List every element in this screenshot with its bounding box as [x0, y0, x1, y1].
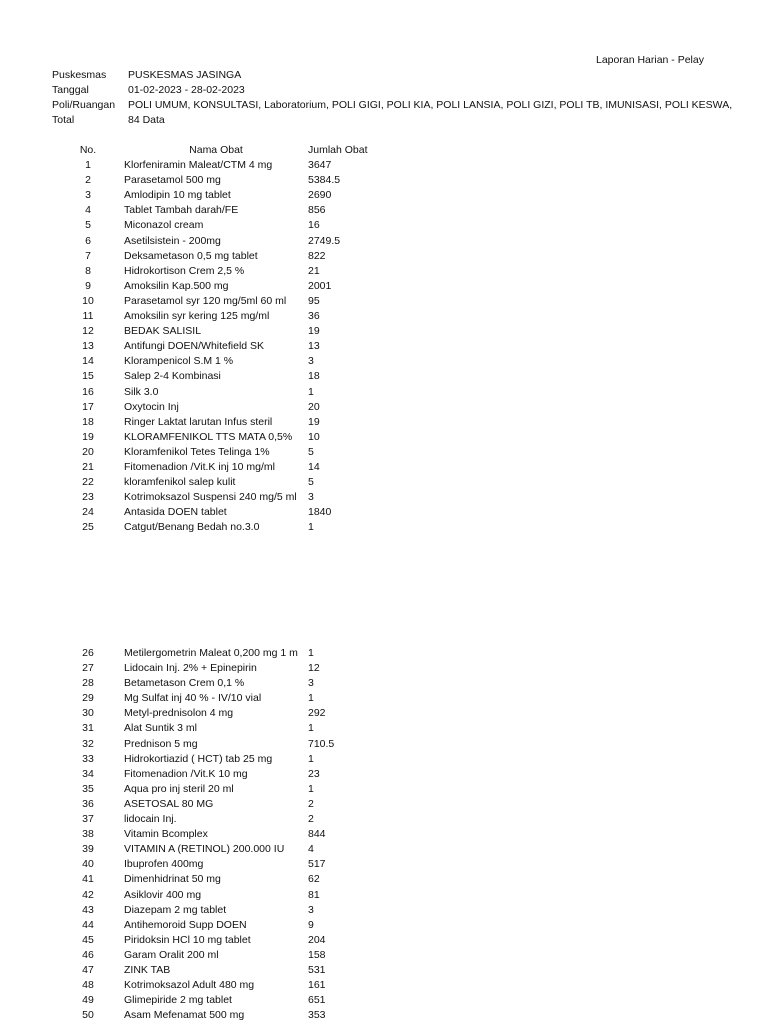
- row-no: 44: [82, 918, 94, 931]
- row-name: Lidocain Inj. 2% + Epinepirin: [124, 662, 257, 675]
- row-qty: 856: [308, 204, 326, 217]
- row-no: 25: [82, 521, 94, 534]
- table-row: [52, 842, 388, 857]
- row-qty: 2001: [308, 279, 332, 292]
- row-no: 38: [82, 828, 94, 841]
- row-no: 26: [82, 647, 94, 659]
- row-name: Amoksilin Kap.500 mg: [124, 279, 229, 292]
- table-header-row: [52, 143, 388, 158]
- table-row: [52, 752, 388, 767]
- table-row: [52, 264, 388, 279]
- row-name: Piridoksin HCl 10 mg tablet: [124, 933, 251, 946]
- table-row: [52, 963, 388, 978]
- table-row: [52, 520, 388, 535]
- table-row: [52, 234, 388, 249]
- row-name: Prednison 5 mg: [124, 737, 198, 750]
- meta-value: POLI UMUM, KONSULTASI, Laboratorium, POLI GIGI, POLI KIA, POLI LANSIA, POLI GIZI, POLI TB, IMUNISASI, POLI KESWA,: [128, 99, 733, 111]
- row-qty: 62: [308, 873, 320, 886]
- row-no: 29: [82, 692, 94, 705]
- row-no: 13: [82, 340, 94, 353]
- row-name: Aqua pro inj steril 20 ml: [124, 782, 234, 795]
- row-no: 1: [85, 159, 91, 172]
- row-no: 32: [82, 737, 94, 750]
- row-no: 22: [82, 476, 94, 489]
- table-row: [52, 661, 388, 676]
- meta-label: Total: [52, 114, 75, 126]
- table-row: [52, 415, 388, 430]
- table-row: [52, 827, 388, 842]
- row-no: 37: [82, 813, 94, 826]
- row-name: Klorfeniramin Maleat/CTM 4 mg: [124, 159, 273, 172]
- row-name: Amlodipin 10 mg tablet: [124, 189, 231, 202]
- table-row: [52, 339, 388, 354]
- row-no: 17: [82, 400, 94, 413]
- table-row: [52, 948, 388, 963]
- row-no: 19: [82, 430, 94, 443]
- table-row: [52, 475, 388, 490]
- table-row: [52, 978, 388, 993]
- row-no: 27: [82, 662, 94, 675]
- row-no: 4: [85, 204, 91, 217]
- table-row: [52, 188, 388, 203]
- row-qty: 204: [308, 933, 326, 946]
- row-no: 33: [82, 752, 94, 765]
- meta-value: 01-02-2023 - 28-02-2023: [128, 84, 245, 96]
- row-qty: 3: [308, 903, 314, 916]
- table-row: [52, 324, 388, 339]
- meta-row-puskesmas: [52, 68, 732, 83]
- meta-row-poli: [52, 98, 732, 113]
- meta-value: PUSKESMAS JASINGA: [128, 69, 242, 81]
- row-name: Metyl-prednisolon 4 mg: [124, 707, 234, 720]
- row-qty: 13: [308, 340, 320, 353]
- row-name: ASETOSAL 80 MG: [124, 797, 214, 810]
- row-no: 8: [85, 264, 91, 277]
- row-qty: 95: [308, 294, 320, 307]
- row-qty: 710.5: [308, 737, 335, 750]
- row-name: Asiklovir 400 mg: [124, 888, 202, 901]
- header-no: No.: [79, 144, 97, 156]
- row-name: Metilergometrin Maleat 0,200 mg 1 m: [124, 647, 298, 659]
- row-name: lidocain Inj.: [124, 813, 177, 826]
- row-name: Vitamin Bcomplex: [124, 828, 208, 841]
- row-no: 43: [82, 903, 94, 916]
- row-no: 3: [85, 189, 91, 202]
- row-qty: 1: [308, 722, 314, 735]
- row-qty: 4: [308, 843, 314, 856]
- row-name: BEDAK SALISIL: [124, 325, 202, 338]
- table-row: [52, 812, 388, 827]
- table-row: [52, 354, 388, 369]
- row-qty: 1: [308, 692, 314, 705]
- row-no: 41: [82, 873, 94, 886]
- row-qty: 2: [308, 797, 314, 810]
- row-qty: 23: [308, 767, 320, 780]
- row-name: Garam Oralit 200 ml: [124, 948, 219, 961]
- table-row: [52, 993, 388, 1008]
- table-row: [52, 249, 388, 264]
- row-name: Dimenhidrinat 50 mg: [124, 873, 221, 886]
- row-no: 11: [82, 310, 94, 323]
- row-qty: 161: [308, 979, 326, 992]
- row-qty: 5: [308, 445, 314, 458]
- row-name: Fitomenadion /Vit.K 10 mg: [124, 767, 248, 780]
- row-qty: 3: [308, 491, 314, 504]
- row-qty: 822: [308, 249, 326, 262]
- row-name: Ringer Laktat larutan Infus steril: [124, 415, 273, 428]
- row-qty: 844: [308, 828, 326, 841]
- row-no: 50: [82, 1009, 94, 1022]
- row-qty: 14: [308, 460, 320, 473]
- table-row: [52, 430, 388, 445]
- row-name: Catgut/Benang Bedah no.3.0: [124, 521, 260, 534]
- row-no: 2: [85, 174, 91, 187]
- row-no: 34: [82, 767, 94, 780]
- row-name: Diazepam 2 mg tablet: [124, 903, 227, 916]
- row-name: Hidrokortison Crem 2,5 %: [124, 264, 245, 277]
- row-no: 14: [82, 355, 94, 368]
- table-row: [52, 933, 388, 948]
- table-row: [52, 737, 388, 752]
- row-qty: 3: [308, 355, 314, 368]
- meta-label: Tanggal: [52, 84, 89, 96]
- meta-row-total: [52, 113, 732, 128]
- row-name: Kloramfenikol Tetes Telinga 1%: [124, 445, 270, 458]
- table-row: [52, 218, 388, 233]
- row-no: 18: [82, 415, 94, 428]
- table-row: [52, 721, 388, 736]
- row-no: 42: [82, 888, 94, 901]
- report-meta: [52, 68, 732, 128]
- row-no: 30: [82, 707, 94, 720]
- row-no: 28: [82, 677, 94, 690]
- row-name: Fitomenadion /Vit.K inj 10 mg/ml: [124, 460, 275, 473]
- table-row: [52, 173, 388, 188]
- row-no: 46: [82, 948, 94, 961]
- table-row: [52, 872, 388, 887]
- row-name: Antihemoroid Supp DOEN: [124, 918, 247, 931]
- header-name: Nama Obat: [189, 144, 243, 156]
- row-qty: 292: [308, 707, 326, 720]
- row-name: Betametason Crem 0,1 %: [124, 677, 245, 690]
- table-row: [52, 903, 388, 918]
- row-no: 47: [82, 963, 94, 976]
- row-qty: 1: [308, 752, 314, 765]
- row-name: Hidrokortiazid ( HCT) tab 25 mg: [124, 752, 273, 765]
- row-qty: 81: [308, 888, 320, 901]
- row-qty: 1840: [308, 506, 332, 519]
- row-qty: 3: [308, 677, 314, 690]
- row-name: Oxytocin Inj: [124, 400, 179, 413]
- row-no: 48: [82, 979, 94, 992]
- meta-value: 84 Data: [128, 114, 165, 126]
- row-qty: 19: [308, 325, 320, 338]
- row-qty: 21: [308, 264, 320, 277]
- table-row: [52, 279, 388, 294]
- meta-label: Puskesmas: [52, 69, 107, 81]
- row-no: 10: [82, 294, 94, 307]
- row-qty: 517: [308, 858, 326, 871]
- row-name: Parasetamol 500 mg: [124, 174, 221, 187]
- row-name: Deksametason 0,5 mg tablet: [124, 249, 258, 262]
- row-name: Silk 3.0: [124, 385, 159, 398]
- row-qty: 20: [308, 400, 320, 413]
- row-name: kloramfenikol salep kulit: [124, 476, 236, 489]
- row-name: Antasida DOEN tablet: [124, 506, 227, 519]
- table-row: [52, 158, 388, 173]
- row-name: Parasetamol syr 120 mg/5ml 60 ml: [124, 294, 287, 307]
- table-row: [52, 797, 388, 812]
- row-name: Asam Mefenamat 500 mg: [124, 1009, 245, 1022]
- row-qty: 1: [308, 782, 314, 795]
- row-no: 35: [82, 782, 94, 795]
- table-row: [52, 203, 388, 218]
- row-qty: 19: [308, 415, 320, 428]
- meta-row-tanggal: [52, 83, 732, 98]
- table-row: [52, 767, 388, 782]
- row-name: KLORAMFENIKOL TTS MATA 0,5%: [124, 430, 293, 443]
- table-row: [52, 385, 388, 400]
- row-no: 39: [82, 843, 94, 856]
- table-row: [52, 676, 388, 691]
- row-name: Tablet Tambah darah/FE: [124, 204, 239, 217]
- row-no: 36: [82, 797, 94, 810]
- row-no: 9: [85, 279, 91, 292]
- table-row: [52, 857, 388, 872]
- table-row: [52, 460, 388, 475]
- row-qty: 158: [308, 948, 326, 961]
- row-name: Kotrimoksazol Suspensi 240 mg/5 ml: [124, 491, 297, 504]
- table-row: [52, 782, 388, 797]
- row-qty: 36: [308, 310, 320, 323]
- row-name: Amoksilin syr kering 125 mg/ml: [124, 310, 270, 323]
- row-qty: 10: [308, 430, 320, 443]
- row-no: 24: [82, 506, 94, 519]
- table-row: [52, 918, 388, 933]
- table-row: [52, 646, 388, 661]
- row-no: 6: [85, 234, 91, 247]
- row-no: 16: [82, 385, 94, 398]
- row-no: 31: [82, 722, 94, 735]
- row-no: 20: [82, 445, 94, 458]
- row-qty: 651: [308, 994, 326, 1007]
- row-name: Asetilsistein - 200mg: [124, 234, 221, 247]
- row-qty: 353: [308, 1009, 326, 1022]
- row-qty: 2749.5: [308, 234, 341, 247]
- row-qty: 2690: [308, 189, 332, 202]
- table-row: [52, 294, 388, 309]
- row-no: 15: [82, 370, 94, 383]
- row-name: Antifungi DOEN/Whitefield SK: [124, 340, 265, 353]
- row-qty: 5: [308, 476, 314, 489]
- row-name: VITAMIN A (RETINOL) 200.000 IU: [124, 843, 285, 856]
- row-qty: 12: [308, 662, 320, 675]
- row-qty: 5384.5: [308, 174, 341, 187]
- row-no: 7: [85, 249, 91, 262]
- row-no: 5: [85, 219, 91, 232]
- table-row: [52, 309, 388, 324]
- row-no: 12: [82, 325, 94, 338]
- row-qty: 1: [308, 385, 314, 398]
- row-qty: 9: [308, 918, 314, 931]
- row-name: Ibuprofen 400mg: [124, 858, 204, 871]
- table-row: [52, 445, 388, 460]
- row-qty: 531: [308, 963, 326, 976]
- row-name: ZINK TAB: [124, 963, 171, 976]
- row-name: Alat Suntik 3 ml: [124, 722, 197, 735]
- table-row: [52, 691, 388, 706]
- row-qty: 2: [308, 813, 314, 826]
- drug-table-page-2: [52, 646, 388, 1023]
- row-qty: 1: [308, 647, 314, 659]
- row-name: Mg Sulfat inj 40 % - IV/10 vial: [124, 692, 262, 705]
- row-no: 21: [82, 460, 94, 473]
- table-row: [52, 490, 388, 505]
- row-qty: 1: [308, 521, 314, 534]
- row-name: Klorampenicol S.M 1 %: [124, 355, 234, 368]
- table-row: [52, 369, 388, 384]
- row-qty: 3647: [308, 159, 332, 172]
- row-no: 23: [82, 491, 94, 504]
- table-row: [52, 888, 388, 903]
- row-no: 40: [82, 858, 94, 871]
- table-row: [52, 1008, 388, 1023]
- table-row: [52, 505, 388, 520]
- row-no: 45: [82, 933, 94, 946]
- row-qty: 18: [308, 370, 320, 383]
- row-name: Miconazol cream: [124, 219, 204, 232]
- row-no: 49: [82, 994, 94, 1007]
- drug-table-page-1: [52, 143, 388, 535]
- row-name: Glimepiride 2 mg tablet: [124, 994, 232, 1007]
- report-title: Laporan Harian - Pelay: [596, 54, 704, 66]
- row-name: Salep 2-4 Kombinasi: [124, 370, 221, 383]
- table-row: [52, 400, 388, 415]
- meta-label: Poli/Ruangan: [52, 99, 116, 111]
- header-qty: Jumlah Obat: [308, 144, 368, 156]
- row-qty: 16: [308, 219, 320, 232]
- table-row: [52, 706, 388, 721]
- row-name: Kotrimoksazol Adult 480 mg: [124, 979, 255, 992]
